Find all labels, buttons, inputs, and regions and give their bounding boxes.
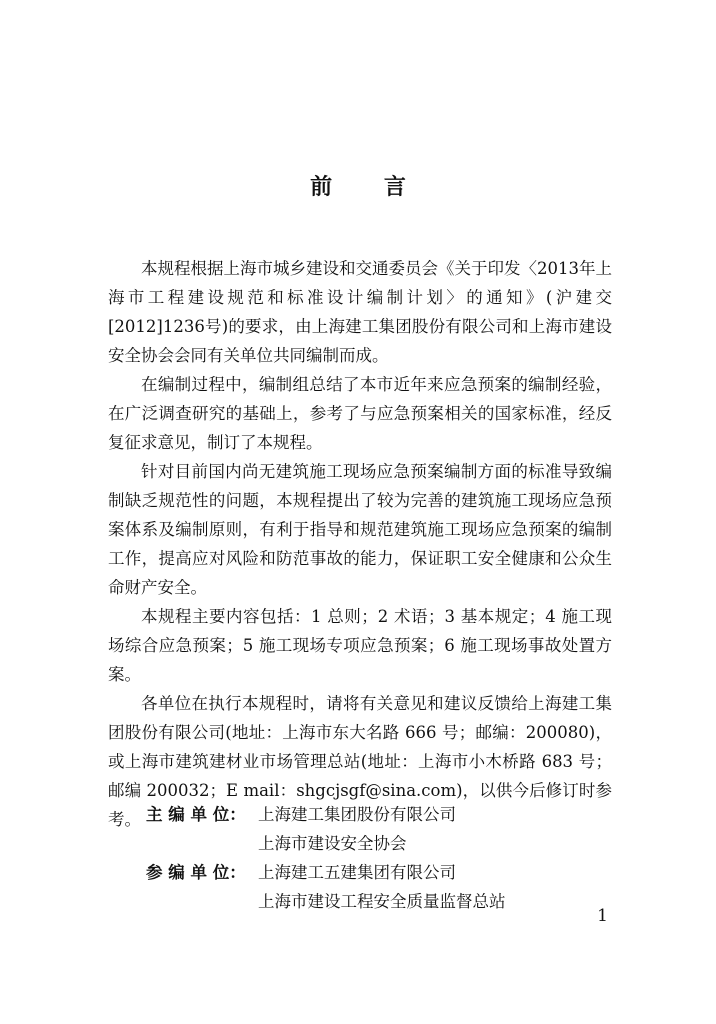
paragraph-2: 在编制过程中，编制组总结了本市近年来应急预案的编制经验，在广泛调查研究的基础上，参考了与应急预案相关的国家标准，经反复征求意见，制订了本规程。	[108, 375, 612, 452]
paragraph-3: 针对目前国内尚无建筑施工现场应急预案编制方面的标准导致编制缺乏规范性的问题，本规程提出了较为完善的建筑施工现场应急预案体系及编制原则，有利于指导和规范建筑施工现场应急预案的编制工作，提高应对风险和防范事故的能力，保证职工安全健康和公众生命财产安全。	[108, 462, 612, 597]
credits-section	[146, 800, 506, 916]
paragraph-4: 本规程主要内容包括：1 总则；2 术语；3 基本规定；4 施工现场综合应急预案；5 施工现场专项应急预案；6 施工现场事故处置方案。	[108, 607, 612, 684]
page-title: 前 言	[310, 175, 428, 200]
chief-editor-row	[146, 800, 506, 858]
participating-editor-units	[258, 858, 506, 916]
participating-editor-unit: 上海市建设工程安全质量监督总站	[258, 892, 506, 911]
page-number: 1	[597, 906, 608, 926]
paragraph-5: 各单位在执行本规程时，请将有关意见和建议反馈给上海建工集团股份有限公司(地址：上海市东大名路 666 号；邮编：200080)，或上海市建筑建材业市场管理总站(地址：上海市小木桥路 683 号；邮编 200032；E mail：shgcjsgf@sina.com)，以供今后修订时参考。	[108, 694, 612, 829]
participating-editor-row	[146, 858, 506, 916]
chief-editor-unit: 上海市建设安全协会	[258, 834, 407, 853]
chief-editor-unit: 上海建工集团股份有限公司	[258, 805, 456, 824]
paragraph-1: 本规程根据上海市城乡建设和交通委员会《关于印发〈2013年上海市工程建设规范和标准设计编制计划〉的通知》(沪建交[2012]1236号)的要求，由上海建工集团股份有限公司和上海市建设安全协会会同有关单位共同编制而成。	[108, 259, 612, 365]
participating-editor-label: 参 编 单 位：	[146, 863, 246, 882]
chief-editor-label: 主 编 单 位：	[146, 805, 246, 824]
participating-editor-unit: 上海建工五建集团有限公司	[258, 863, 456, 882]
preface-body	[108, 254, 612, 834]
chief-editor-units	[258, 800, 456, 858]
